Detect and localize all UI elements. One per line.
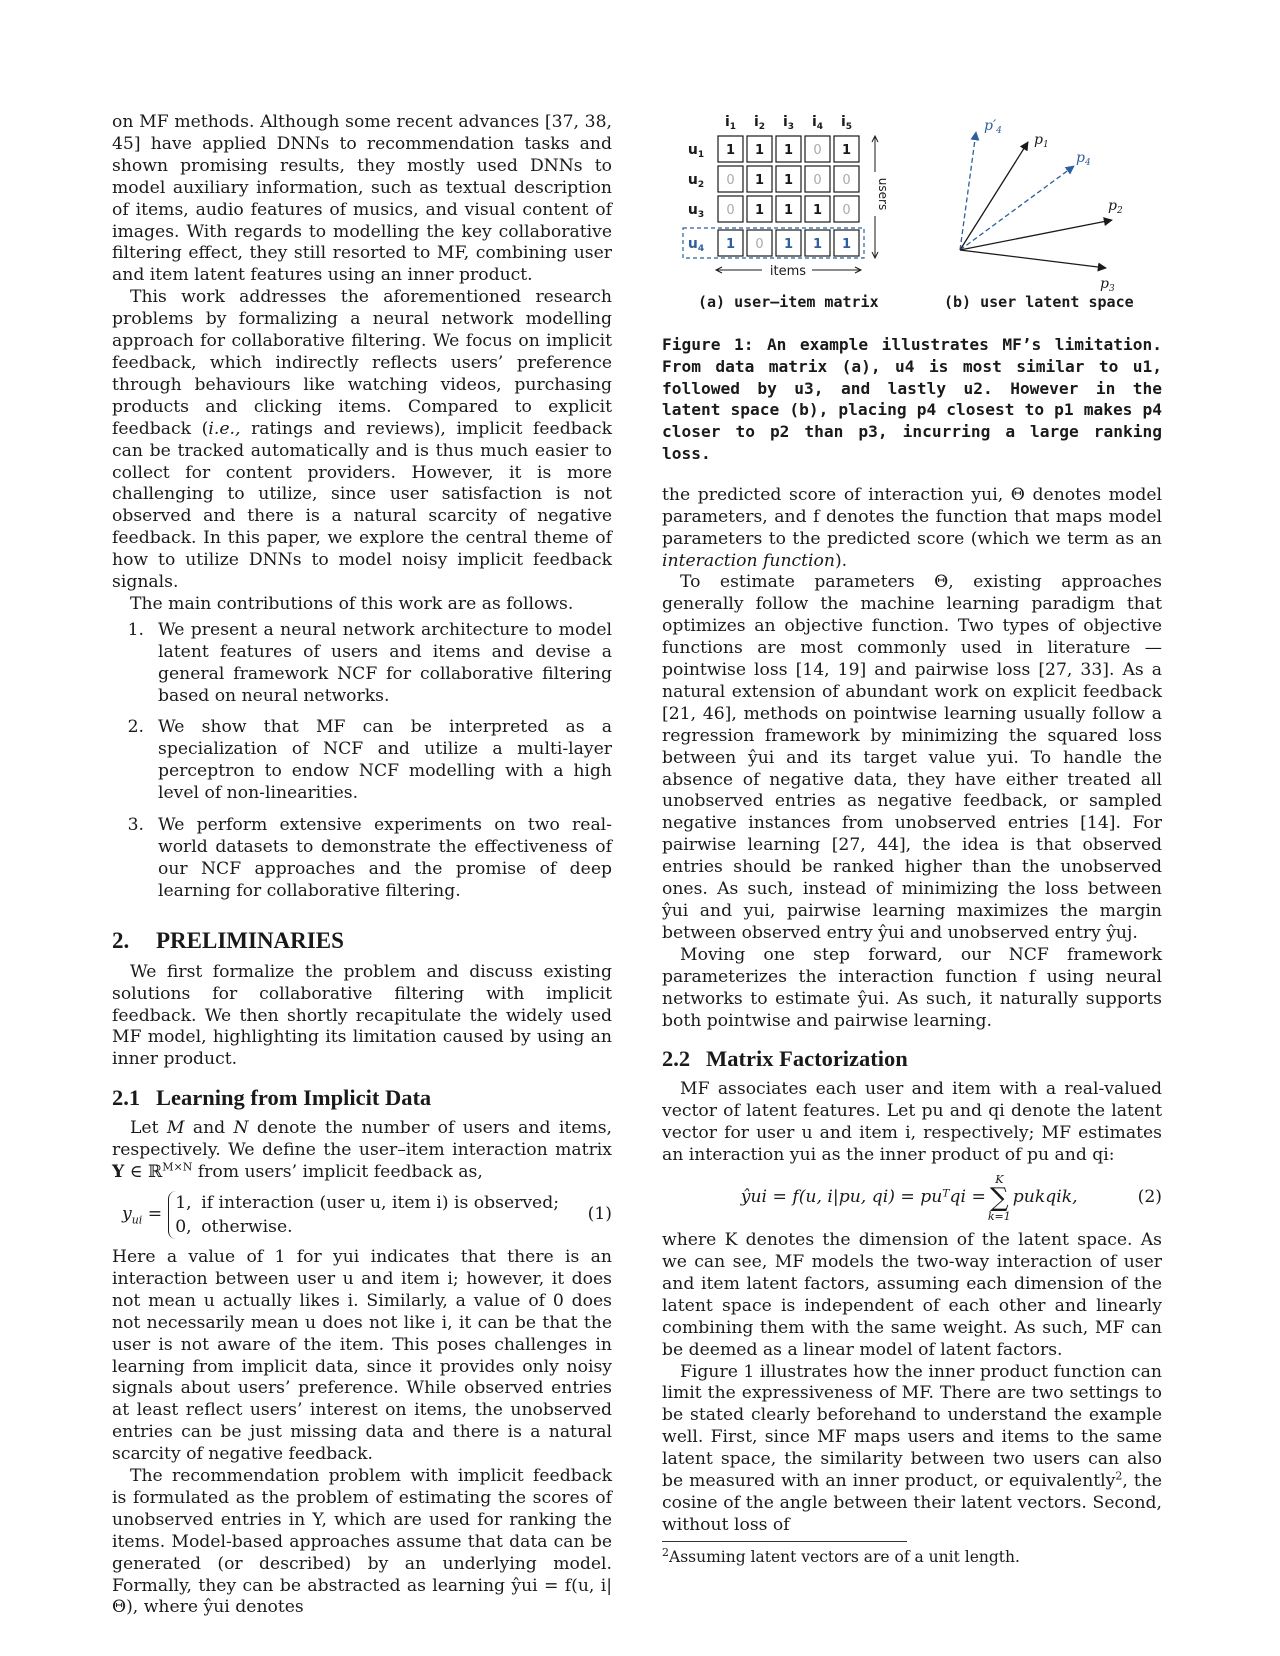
latent-vector xyxy=(960,220,1112,250)
latent-vector xyxy=(960,250,1106,268)
matrix-value: 1 xyxy=(783,203,794,218)
paragraph-mf: MF associates each user and item with a real-valued vector of latent features. Let pu and qi denote the latent vector for user u and item i, respectively; MF estimates an interaction yui as the inner product of pu and qi: xyxy=(662,1079,1162,1166)
footnote-rule xyxy=(662,1541,907,1542)
paragraph-here-value: Here a value of 1 for yui indicates that there is an interaction between user u and item i; however, it does not mean u actually likes i. Similarly, a value of 0 does not necessarily mean u does not like i, it can be that the user is not aware of the item. This poses challenges in learning from implicit data, since it provides only noisy signals about users’ preference. While observed entries at least reflect users’ interest on items, the unobserved entries can be just missing data and there is a natural scarcity of negative feedback. xyxy=(112,1246,612,1465)
user-label-sub: 3 xyxy=(697,210,705,220)
vector-label-sub: 3 xyxy=(1108,284,1115,292)
item-label-sub: 2 xyxy=(758,122,766,132)
paragraph-ncf: Moving one step forward, our NCF framework parameterizes the interaction function f using neural networks to estimate ŷui. As such, it naturally supports both pointwise and pairwise learning. xyxy=(662,944,1162,1031)
vector-label: $p_1$ xyxy=(1034,132,1049,150)
paragraph-definition: Let M and N denote the number of users and items, respectively. We define the user–item interaction matrix Y ∈ ℝ$^{M\times N}$ from users’ implicit feedback as, xyxy=(112,1118,613,1183)
vector-label-sub: 2 xyxy=(1116,206,1123,216)
latent-vector xyxy=(960,142,1028,250)
item-label: $i_3$ xyxy=(782,114,795,132)
figure-1 xyxy=(662,112,1162,322)
item-label: $i_2$ xyxy=(753,114,766,132)
paragraph-estimate: To estimate parameters Θ, existing approaches generally follow the machine learning paradigm that optimizes an objective function. Two types of objective functions are most commonly used in literature — pointwise loss [14, 19] and pairwise loss [27, 33]. As a natural extension of abundant work on explicit feedback [21, 46], methods on pointwise learning usually follow a regression framework by minimizing the squared loss between ŷui and its target value yui. To handle the absence of negative data, they have either treated all unobserved entries as negative feedback, or sampled negative instances from unobserved entries [14]. For pairwise learning [27, 44], the idea is that observed entries should be ranked higher than the unobserved ones. As such, instead of minimizing the loss between ŷui and yui, pairwise learning maximizes the margin between observed entry ŷui and unobserved entry ŷuj. xyxy=(662,572,1162,943)
matrix-value: 0 xyxy=(842,173,851,188)
paragraph-this-work: This work addresses the aforementioned research problems by formalizing a neural network modelling approach for collaborative filtering. We focus on implicit feedback, which indirectly reflects users’ preference through behaviours like watching videos, purchasing products and clicking items. Compared to explicit feedback (i.e., ratings and reviews), implicit feedback can be tracked automatically and is thus much easier to collect for content providers. However, it is more challenging to utilize, since user satisfaction is not observed and there is a natural scarcity of negative feedback. In this paper, we explore the central theme of how to utilize DNNs to model noisy implicit feedback signals. xyxy=(112,287,613,593)
item-label: $i_4$ xyxy=(811,114,824,132)
matrix-value: 1 xyxy=(812,237,823,252)
contributions-list xyxy=(112,620,612,903)
paragraph-intro-end: on MF methods. Although some recent advances [37, 38, 45] have applied DNNs to recommendation tasks and shown promising results, they mostly used DNNs to model auxiliary information, such as textual description of items, audio features of musics, and visual content of images. With regards to modelling the key collaborative filtering effect, they still resorted to MF, combining user and item latent features using an inner product. xyxy=(112,112,612,286)
matrix-value: 1 xyxy=(783,173,794,188)
matrix-value: 1 xyxy=(754,143,765,158)
user-label-sub: 1 xyxy=(697,150,705,160)
matrix-value: 1 xyxy=(725,143,736,158)
user-label-sub: 2 xyxy=(697,180,705,190)
list-item: 1. We present a neural network architecture to model latent features of users and items and devise a general framework NCF for collaborative filtering based on neural networks. xyxy=(127,619,612,706)
vector-label: $p_4$ xyxy=(1076,150,1091,168)
matrix-value: 1 xyxy=(841,237,852,252)
vector-label-sub: 4 xyxy=(1084,158,1091,168)
matrix-value: 0 xyxy=(842,203,851,218)
subcaption-b: (b) user latent space xyxy=(944,293,1134,311)
paragraph-predicted-score: the predicted score of interaction yui, Θ denotes model parameters, and f denotes the function that maps model parameters to the predicted score (which we term as an interaction function). xyxy=(662,484,1162,571)
paragraph-where-k: where K denotes the dimension of the latent space. As we can see, MF models the two-way interaction of user and item latent factors, assuming each dimension of the latent space is independent of each other and linearly combining them with the same weight. As such, MF can be deemed as a linear model of latent factors. xyxy=(662,1230,1162,1360)
user-label: $u_1$ xyxy=(687,142,705,160)
matrix-value: 0 xyxy=(755,237,764,252)
summation: K ∑ k=1 xyxy=(987,1173,1011,1224)
latent-vector xyxy=(960,166,1074,250)
subsection-heading-implicit-data: 2.1 Learning from Implicit Data xyxy=(112,1085,432,1111)
matrix-value: 1 xyxy=(841,143,852,158)
paragraph-contributions-intro: The main contributions of this work are as follows. xyxy=(130,593,574,614)
item-label-sub: 5 xyxy=(845,122,853,132)
list-item: 2. We show that MF can be interpreted as a specialization of NCF and utilize a multi-layer perceptron to endow NCF modelling with a high level of non-linearities. xyxy=(127,717,612,804)
matrix-value: 0 xyxy=(726,203,735,218)
item-label-sub: 1 xyxy=(729,122,737,132)
matrix-value: 1 xyxy=(754,173,765,188)
vector-label-sub: 4 xyxy=(996,126,1002,136)
equation-2: ŷui = f(u, i|pu, qi) = puᵀqi = K ∑ k=1 pukqik, (2) xyxy=(740,1173,1162,1224)
cases-brace: 1, if interaction (user u, item i) is observed; 0, otherwise. xyxy=(168,1191,559,1239)
user-label-sub: 4 xyxy=(697,244,705,254)
highlight-row-box xyxy=(683,228,864,258)
subsection-heading-mf: 2.2 Matrix Factorization xyxy=(662,1046,908,1072)
vector-label-sub: 1 xyxy=(1042,140,1049,150)
matrix-value: 1 xyxy=(754,203,765,218)
vector-label: $p'_4$ xyxy=(984,118,1002,136)
section-heading-preliminaries: 2. PRELIMINARIES xyxy=(112,927,344,953)
equation-number: (1) xyxy=(587,1204,612,1225)
user-label: $u_3$ xyxy=(687,202,705,220)
figure-caption: Figure 1: An example illustrates MF’s limitation. From data matrix (a), u4 is most similar to u1, followed by u3, and lastly u2. However in the latent space (b), placing p4 closest to p1 makes p4 closer to p2 than p3, incurring a large ranking loss. xyxy=(662,335,1162,463)
item-label: $i_5$ xyxy=(840,114,853,132)
matrix-value: 0 xyxy=(726,173,735,188)
matrix-value: 0 xyxy=(813,173,822,188)
item-label-sub: 4 xyxy=(816,122,824,132)
user-latent-space xyxy=(940,112,1162,292)
user-label: $u_4$ xyxy=(687,236,705,254)
left-column xyxy=(112,112,612,1619)
matrix-value: 1 xyxy=(725,237,736,252)
matrix-value: 1 xyxy=(783,143,794,158)
matrix-value: 1 xyxy=(812,203,823,218)
right-column xyxy=(662,112,1162,1567)
footnote: $^2$Assuming latent vectors are of a unit length. xyxy=(662,1545,1020,1566)
user-item-matrix xyxy=(682,112,902,292)
vector-label: $p_2$ xyxy=(1108,198,1123,216)
latent-vector xyxy=(960,132,976,250)
paragraph-recommendation-problem: The recommendation problem with implicit feedback is formulated as the problem of estimating the scores of unobserved entries in Y, which are used for ranking the items. Model-based approaches assume that data can be generated (or described) by an underlying model. Formally, they can be abstracted as learning ŷui = f(u, i|Θ), where ŷui denotes xyxy=(112,1466,612,1618)
vector-label: $p_3$ xyxy=(1100,276,1115,292)
item-label-sub: 3 xyxy=(787,122,795,132)
matrix-value: 0 xyxy=(813,143,822,158)
users-axis-label: users xyxy=(876,177,890,211)
paragraph-figure-illustrates: Figure 1 illustrates how the inner product function can limit the expressiveness of MF. There are two settings to be stated clearly beforehand to understand the example well. First, since MF maps users and items to the same latent space, the similarity between two users can also be measured with an inner product, or equivalently$^2$, the cosine of the angle between their latent vectors. Second, without loss of xyxy=(662,1361,1163,1535)
items-axis-label: items xyxy=(769,264,807,279)
user-label: $u_2$ xyxy=(687,172,705,190)
matrix-value: 1 xyxy=(783,237,794,252)
list-item: 3. We perform extensive experiments on two real-world datasets to demonstrate the effectiveness of our NCF approaches and the promise of deep learning for collaborative filtering. xyxy=(127,815,612,901)
equation-number: (2) xyxy=(1137,1187,1162,1208)
subcaption-a: (a) user–item matrix xyxy=(698,293,879,311)
equation-1: $y_{ui}$ = 1, if interaction (user u, item i) is observed; 0, otherwise. (1) xyxy=(122,1192,612,1237)
item-label: $i_1$ xyxy=(724,114,737,132)
paragraph-preliminaries: We first formalize the problem and discuss existing solutions for collaborative filtering with implicit feedback. We then shortly recapitulate the widely used MF model, highlighting its limitation caused by using an inner product. xyxy=(112,961,612,1070)
